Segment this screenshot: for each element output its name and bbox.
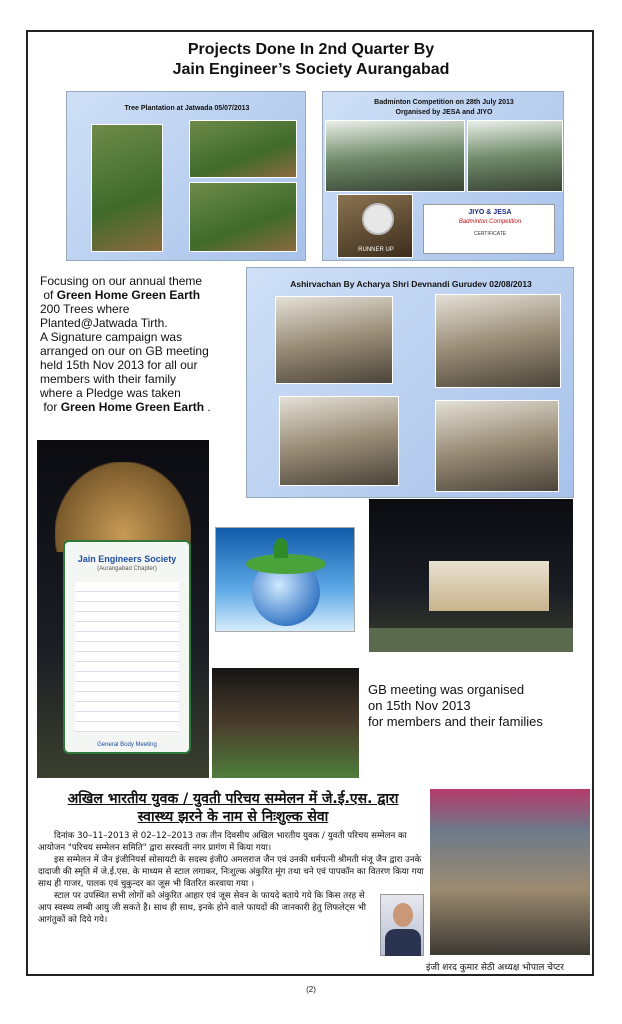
trophy-photo [337, 194, 413, 258]
badminton-photo-hall [467, 120, 563, 192]
green-theme-text [40, 274, 250, 414]
hindi-signature: इंजी शरद कुमार सेठी अध्यक्ष भोपाल चेप्टर [425, 963, 564, 973]
hindi-body [38, 830, 424, 926]
tree-photo-3 [189, 182, 297, 252]
badminton-panel [322, 91, 564, 261]
hindi-para3: स्टाल पर उपस्थित सभी लोगों को अंकुरित आहार एवं जूस सेवन के फायदे बताये गये कि किस तरह से आप स्वस्थ्य लम्बी आयु जी सकते है। साथ ही साथ, इनके होने वाले फायदों की जानकारी हेतु लिफलेट्स भी आगंतुकों को दिये गये। [38, 891, 366, 925]
signature-banner-photo [37, 440, 209, 778]
green-theme-line9: where a Pledge was taken [40, 386, 181, 400]
green-theme-line10: for Green Home Green Earth . [43, 400, 211, 414]
green-theme-line4: Planted@Jatwada Tirth. [40, 316, 168, 330]
stage-floor-shape [369, 628, 573, 652]
signature-banner [63, 540, 191, 754]
page-title-line1: Projects Done In 2nd Quarter By [187, 41, 435, 58]
banner-bottom: General Body Meeting [97, 742, 157, 748]
gb-meeting-line2: on 15th Nov 2013 [368, 698, 471, 713]
tree-photo-1 [91, 124, 163, 252]
green-theme-line6: arranged on our on GB meeting [40, 344, 209, 358]
green-theme-line1: Focusing on our annual theme [40, 274, 203, 288]
green-theme-bold-2: Green Home Green Earth [60, 400, 205, 414]
face-shape [393, 903, 413, 927]
gb-meeting-line3: for members and their families [368, 714, 543, 729]
tree-plantation-caption: Tree Plantation at Jatwada 05/07/2013 [124, 105, 250, 112]
page-number: (2) [306, 985, 316, 994]
health-stall-photo [430, 789, 590, 955]
globe-image [215, 527, 355, 632]
gb-stage-photo [369, 499, 573, 652]
gb-group-photo [212, 668, 359, 778]
badminton-caption-line1: Badminton Competition on 28th July 2013 [374, 99, 514, 106]
trophy-disc-icon [362, 203, 394, 235]
certificate-image [423, 204, 555, 254]
green-theme-line8: members with their family [40, 372, 177, 386]
banner-line1: Jain Engineers Society [77, 554, 177, 564]
ashirvachan-photo-1 [275, 296, 393, 384]
hindi-para2: इस सम्मेलन में जैन इंजीनियर्स सोसायटी के सदस्य इंजी0 अमलराज जैन एवं उनकी धर्मपत्नी श्रीमती मंजू जैन द्वारा उनके दादाजी की स्मृति में जे.ई.एस. के माध्यम से स्टाल लगाकर, निःशुल्क अंकुरित मूंग तथा चने एवं पापकॉन का वितरण किया गया साथ ही गाजर, पालक एवं चुकुन्दर का जूस भी वितरित करवाया गया । [38, 855, 424, 889]
hindi-para1: दिनांक 30–11–2013 से 02–12–2013 तक तीन दिवसीय अखिल भारतीय युवक / युवती परिचय सम्मेलन का आयोजन "परिचय सम्मेलन समिति" द्वारा सरस्वती नगर प्रागंण में किया गया। [38, 831, 407, 853]
ashirvachan-panel [246, 267, 574, 498]
badminton-caption-line2: Organised by JESA and JIYO [395, 109, 493, 116]
hindi-title-line2: स्वास्थ्य झरने के नाम से निःशुल्क सेवा [137, 809, 329, 825]
certificate-line2: Badminton Competition [458, 219, 522, 225]
stage-shape [429, 561, 549, 611]
signature-area [75, 582, 179, 732]
hut-roof-shape [55, 462, 191, 552]
page-title-line2: Jain Engineer’s Society Aurangabad [172, 61, 450, 78]
portrait-photo [380, 894, 424, 956]
ashirvachan-photo-4 [435, 400, 559, 492]
badminton-photo-group [325, 120, 465, 192]
ashirvachan-photo-3 [279, 396, 399, 486]
hindi-title-line1: अखिल भारतीय युवक / युवती परिचय सम्मेलन में जे.ई.एस. द्वारा [67, 791, 399, 807]
ashirvachan-caption: Ashirvachan By Acharya Shri Devnandi Gurudev 02/08/2013 [290, 279, 532, 289]
tree-icon [274, 538, 288, 558]
green-theme-line5: A Signature campaign was [40, 330, 183, 344]
trophy-label: RUNNER UP [358, 247, 394, 253]
gb-meeting-text [368, 682, 588, 730]
ashirvachan-photo-2 [435, 294, 561, 388]
gb-meeting-line1: GB meeting was organised [368, 682, 525, 697]
tree-photo-2 [189, 120, 297, 178]
green-theme-bold-1: Green Home Green Earth [56, 288, 201, 302]
green-theme-line7: held 15th Nov 2013 for all our [40, 358, 198, 372]
suit-shape [385, 929, 421, 956]
banner-line2: (Aurangabad Chapter) [97, 566, 157, 572]
tree-plantation-panel [66, 91, 306, 261]
certificate-line3: CERTIFICATE [473, 231, 507, 237]
certificate-line1: JIYO & JESA [468, 209, 512, 216]
green-theme-line2: of Green Home Green Earth [43, 288, 201, 302]
green-theme-line3: 200 Trees where [40, 302, 130, 316]
